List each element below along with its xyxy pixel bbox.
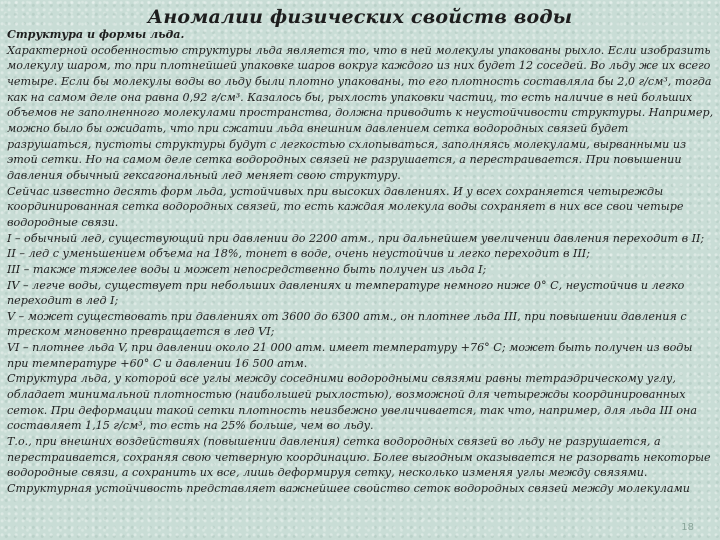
ice-form-i: I – обычный лед, существующий при давлении до 2200 атм., при дальнейшем увеличении давления переходит в II; bbox=[7, 231, 705, 245]
paragraph-ice-structure: Характерной особенностью структуры льда является то, что в ней молекулы упакованы рыхло. Если изобразить молекулу шаром, то при плотнейшей упаковке шаров вокруг каждого из них будет 12 соседей. Во льду же их всего четыре. Если бы молекулы воды во льду были плотно упакованы, то его плотность составляла бы 2,0 г/см³, тогда как на самом деле она равна 0,92 г/см³. Казалось бы, рыхлость упаковки частиц, то есть наличие в ней больших объемов не заполненного молекулами пространства, должна приводить к неустойчивости структуры. Например, можно было бы ожидать, что при сжатии льда внешним давлением сетка водородных связей будет разрушаться, пустоты структуры будут с легкостью схлопываться, заполняясь молекулами, вырванными из этой сетки. Но на самом деле сетка водородных связей не разрушается, а перестраивается. При повышении давления обычный гексагональный лед меняет свою структуру. bbox=[7, 43, 714, 182]
ice-form-v: V – может существовать при давлениях от 3600 до 6300 атм., он плотнее льда III, при повышении давления с треском мгновенно превращается в лед VI; bbox=[7, 309, 687, 339]
ice-form-vi: VI – плотнее льда V, при давлении около 21 000 атм. имеет температуру +76° С; может быть получен из воды при температуре +60° С и давлении 16 500 атм. bbox=[7, 341, 693, 370]
paragraph-structural-stability: Структурная устойчивость представляет важнейшее свойство сеток водородных связей между молекулами bbox=[7, 482, 690, 496]
slide-number: 18 bbox=[681, 522, 694, 533]
paragraph-ice-forms: Сейчас известно десять форм льда, устойчивых при высоких давлениях. И у всех сохраняется четырежды координированная сетка водородных связей, то есть каждая молекула воды сохраняет в них все свои четыре водородные связи. bbox=[7, 184, 684, 229]
slide-title: Аномалии физических свойств воды bbox=[147, 6, 573, 28]
ice-form-ii: II – лед с уменьшением объема на 18%, тонет в воде, очень неустойчив и легко переходит в III; bbox=[7, 247, 590, 261]
ice-form-iv: IV – легче воды, существует при небольших давлениях и температуре немного ниже 0° С, неустойчив и легко переходит в лед I; bbox=[7, 278, 685, 308]
slide-body bbox=[7, 27, 714, 497]
section-subheading: Структура и формы льда. bbox=[7, 28, 185, 41]
paragraph-tetrahedral-density: Структура льда, у которой все углы между соседними водородными связями равны тетраэдрическому углу, обладает минимальной плотностью (наибольшей рыхлостью), возможной для четырежды координированных сеток. При деформации такой сетки плотность неизбежно увеличивается, так что, например, для льда III она составляет 1,15 г/см³, то есть на 25% больше, чем во льду. bbox=[7, 372, 698, 433]
paragraph-network-rearrangement: Т.о., при внешних воздействиях (повышении давления) сетка водородных связей во льду не разрушается, а перестраивается, сохраняя свою четверную координацию. Более выгодным оказывается не разорвать некоторые водородные связи, а сохранить их все, лишь деформируя сетку, несколько изменяя углы между связями. bbox=[7, 435, 711, 480]
ice-form-iii: III – также тяжелее воды и может непосредственно быть получен из льда I; bbox=[7, 262, 487, 276]
